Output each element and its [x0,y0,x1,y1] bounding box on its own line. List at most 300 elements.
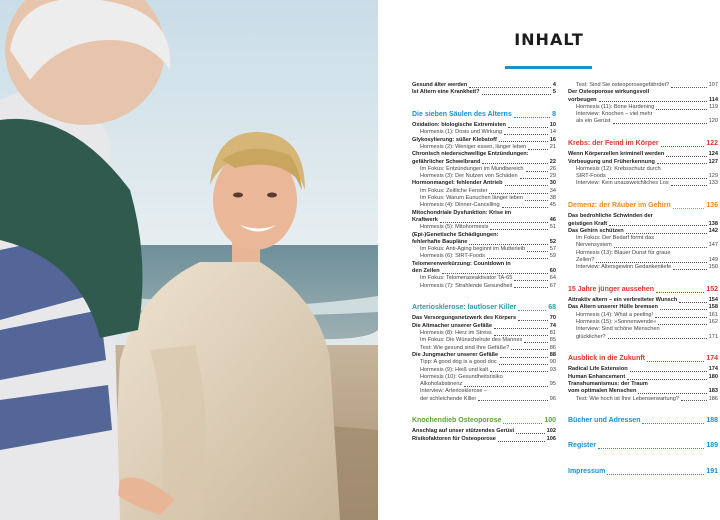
toc-page-number: 136 [706,201,718,209]
toc-dot-leader [487,258,548,259]
toc-entry-title: Hormonmangel: fehlender Antrieb [412,180,503,187]
toc-spacer [568,188,718,194]
toc-entry[interactable] [412,374,556,381]
toc-entry-title: Hormesis (4): Dinner-Cancelling [420,202,500,209]
toc-page-number: 93 [549,366,556,373]
toc-entry-title: Hormesis (11): Bone Hardening [576,103,655,110]
toc-page-number: 133 [708,180,718,187]
toc-page-number: 70 [549,315,556,322]
toc-entry[interactable] [568,312,718,319]
toc-dot-leader [655,317,707,318]
toc-entry[interactable] [412,337,556,344]
toc-dot-leader [520,178,548,179]
toc-entry-title: Radical Life Extension [568,366,628,373]
table-of-contents-page [378,0,720,520]
toc-page-number: 122 [706,139,718,147]
toc-entry[interactable] [412,246,556,253]
toc-entry[interactable] [568,297,718,304]
toc-page-number: 8 [552,110,556,118]
toc-entry[interactable] [412,137,556,144]
toc-dot-leader [490,371,548,372]
toc-entry[interactable] [412,195,556,202]
toc-entry-title: Oxidation: biologische Extremisten [412,122,506,129]
toc-entry-title: als ein Gerüst [576,118,611,125]
toc-spacer [412,290,556,296]
toc-page-number: 152 [706,285,718,293]
toc-dot-leader [514,287,547,288]
toc-page-number: 107 [708,82,718,88]
toc-entry[interactable] [412,381,556,388]
toc-entry-title: Hormesis (5): Mitohormesis [420,224,489,231]
toc-entry[interactable] [568,326,718,333]
toc-dot-leader [482,94,551,95]
toc-entry-title: Im Fokus: Der Bedarf formt das [576,235,655,242]
toc-entry[interactable] [412,367,556,374]
toc-entry[interactable] [412,396,556,403]
toc-page-number: 127 [708,158,718,165]
toc-entry[interactable] [568,228,718,235]
toc-page-number: 191 [706,467,718,475]
toc-entry-title: Kraftwerk [412,216,438,223]
toc-entry[interactable] [412,151,556,158]
toc-entry[interactable] [412,202,556,209]
toc-entry[interactable] [568,334,718,341]
toc-entry-title: Der Osteoporose wirkungsvoll [568,89,650,96]
toc-entry[interactable] [568,242,718,249]
toc-entry[interactable] [568,118,718,125]
toc-page-number: 174 [706,354,718,362]
toc-entry-title: Das Gehirn schützen [568,227,624,234]
toc-dot-leader [500,357,548,358]
toc-dot-leader [525,200,548,201]
toc-chapter[interactable] [568,467,718,477]
toc-entry-title: (Epi-)Genetische Schädigungen: [412,231,499,238]
toc-entry-title: Interview: Sind schöne Menschen [576,326,660,333]
toc-spacer [568,272,718,278]
toc-dot-leader [478,400,547,401]
toc-entry-title: Anschlag auf unser stützendes Gerüst [412,428,515,435]
toc-page-number: 4 [552,82,556,88]
toc-dot-leader [469,87,551,88]
toc-entry-title: Hormesis (6): SIRT-Foods [420,253,485,260]
toc-page-number: 150 [708,264,718,271]
toc-dot-leader [499,364,548,365]
toc-entry-title: Im Fokus: Telomeraseaktivator TA-65 [420,275,513,282]
toc-page-number: 100 [544,416,556,424]
toc-dot-leader [502,207,548,208]
toc-page-number: 16 [549,136,556,143]
toc-entry-title: Hormesis (2): Weniger essen, länger leben [420,143,527,150]
toc-entry-title: Die Altmacher unserer Gefäße [412,322,493,329]
toc-page-number: 162 [708,319,718,326]
toc-entry[interactable] [412,352,556,359]
toc-entry-title: Human Enhancement [568,373,626,380]
toc-page-number: 186 [708,395,718,402]
toc-dot-leader [642,423,704,424]
toc-entry[interactable] [568,264,718,271]
toc-dot-leader [514,117,550,118]
toc-entry[interactable] [412,166,556,173]
toc-dot-leader [524,342,547,343]
toc-dot-leader [503,423,542,424]
toc-entry[interactable] [568,257,718,264]
toc-entry[interactable] [568,304,718,311]
toc-entry-title: Hormesis (14): What a peeling! [576,311,654,318]
toc-entry-title: vom optimalen Menschen [568,388,637,395]
toc-entry[interactable] [412,173,556,180]
toc-dot-leader [464,386,547,387]
toc-page-number: 114 [708,96,718,103]
toc-entry-title: der schleichende Killer [420,395,477,402]
toc-spacer [568,428,718,434]
toc-dot-leader [599,101,707,102]
toc-dot-leader [626,233,707,234]
toc-entry-title: Die Jungmacher unserer Gefäße [412,351,499,358]
toc-page-number: 14 [549,129,556,136]
toc-dot-leader [679,302,706,303]
toc-entry[interactable] [412,436,556,443]
toc-chapter[interactable] [568,441,718,451]
toc-entry[interactable] [568,250,718,257]
toc-entry[interactable] [568,213,718,220]
toc-entry[interactable] [568,104,718,111]
toc-entry-title: Test: Sind Sie osteoporosegefährdet? [576,82,670,88]
toc-entry[interactable] [412,330,556,337]
toc-entry[interactable] [412,129,556,136]
toc-page-number: 102 [546,428,556,435]
toc-entry[interactable] [412,283,556,290]
toc-entry[interactable] [412,122,556,129]
toc-page-number: 154 [708,297,718,304]
toc-page-number: 59 [549,253,556,260]
toc-entry[interactable] [412,261,556,268]
toc-page-number: 21 [549,143,556,150]
toc-dot-leader [527,251,548,252]
toc-page-number: 34 [549,187,556,194]
toc-entry[interactable] [412,388,556,395]
toc-dot-leader [657,163,707,164]
toc-entry[interactable] [412,428,556,435]
toc-entry[interactable] [412,239,556,246]
toc-entry[interactable] [412,345,556,352]
toc-page-number: 52 [549,238,556,245]
toc-entry-title: Tipp: A good dog is a good doc [420,359,497,366]
toc-entry-title: Test: Wie gesund sind Ihre Gefäße? [420,344,510,351]
toc-entry-title: Transhumanismus: der Traum [568,381,648,388]
toc-entry[interactable] [412,315,556,322]
toc-dot-leader [647,361,704,362]
toc-dot-leader [504,134,548,135]
toc-dot-leader [656,292,704,293]
toc-page-number: 120 [708,118,718,125]
toc-dot-leader [482,163,547,164]
toc-entry-title: Hormesis (8): Herz im Stress [420,330,492,337]
toc-entry-title: Krebs: der Feind im Körper [568,139,659,147]
toc-entry-title: geistigen Kraft [568,220,608,227]
toc-entry-title: Im Fokus: Zeitliche Fenster [420,187,488,194]
toc-dot-leader [608,338,707,339]
toc-column-right [568,82,718,479]
toc-page-number: 45 [549,202,556,209]
toc-entry[interactable] [568,366,718,373]
toc-dot-leader [514,280,547,281]
page-title: INHALT [514,30,584,49]
toc-page-number: 142 [708,227,718,234]
toc-entry-title: Wenn Körperzellen kriminell werden [568,151,665,158]
toc-chapter[interactable] [568,285,718,295]
toc-page-number: 64 [549,275,556,282]
toc-page-number: 30 [549,180,556,187]
toc-column-left [412,82,556,443]
toc-entry-title: Interview: Altersgewinn Gedankentiefe [576,264,672,271]
toc-entry-title: Interview: Kein unausweichliches Los [576,180,669,187]
toc-entry[interactable] [412,188,556,195]
toc-entry[interactable] [568,173,718,180]
toc-dot-leader [518,310,546,311]
toc-entry-title: Hormesis (10): Gesundheitsrisiko [420,373,503,380]
toc-entry-title: Im Fokus: Anti-Aging beginnt im Mutterleib [420,246,526,253]
toc-chapter[interactable] [568,139,718,149]
toc-page-number: 81 [549,330,556,337]
toc-chapter[interactable] [568,416,718,426]
toc-entry-title: Das bedrohliche Schwinden der [568,213,653,220]
toc-entry[interactable] [412,180,556,187]
toc-dot-leader [516,433,544,434]
toc-entry-title: Impressum [568,467,606,475]
toc-page-number: 95 [549,381,556,388]
toc-entry[interactable] [568,82,718,89]
toc-entry-title: Gesund älter werden [412,82,468,88]
toc-entry[interactable] [412,323,556,330]
toc-entry-title: Knochendieb Osteoporose [412,416,502,424]
toc-dot-leader [505,185,548,186]
toc-dot-leader [596,262,706,263]
toc-dot-leader [494,335,548,336]
toc-chapter[interactable] [412,303,556,313]
toc-page-number: 88 [549,351,556,358]
toc-entry-title: Nervensystem [576,242,612,249]
toc-dot-leader [666,156,706,157]
toc-entry-title: Im Fokus: Entzündungen im Mundbereich [420,165,524,172]
toc-entry[interactable] [412,224,556,231]
toc-entry-title: Das Versorgungsnetzwerk des Körpers [412,315,517,322]
toc-dot-leader [671,87,706,88]
toc-entry[interactable] [568,319,718,326]
toc-entry[interactable] [568,396,718,403]
toc-dot-leader [614,247,707,248]
toc-dot-leader [469,244,547,245]
toc-entry-title: Arteriosklerose: lautloser Killer [412,303,517,311]
toc-entry-title: vorbeugen [568,96,597,103]
toc-page-number: 188 [706,416,718,424]
toc-page-number: 171 [708,333,718,340]
toc-entry-title: Zellen? [576,257,595,264]
toc-chapter[interactable] [568,354,718,364]
toc-entry-title: Bücher und Adressen [568,416,641,424]
toc-entry-title: Vorbeugung und Früherkennung [568,158,655,165]
toc-dot-leader [673,208,705,209]
toc-page-number: 161 [708,311,718,318]
toc-page-number: 51 [549,224,556,231]
toc-spacer [412,97,556,103]
toc-dot-leader [526,171,548,172]
toc-entry[interactable] [412,275,556,282]
toc-dot-leader [442,273,548,274]
toc-page-number: 57 [549,246,556,253]
toc-page-number: 85 [549,337,556,344]
toc-page-number: 106 [546,435,556,442]
toc-entry-title: Das Altern unserer Hülle bremsen [568,304,658,311]
toc-dot-leader [638,393,706,394]
toc-page-number: 26 [549,165,556,172]
toc-page-number: 147 [708,242,718,249]
toc-chapter[interactable] [568,201,718,211]
toc-dot-leader [660,309,707,310]
toc-entry-title: Ist Altern eine Krankheit? [412,89,480,96]
toc-spacer [568,403,718,409]
toc-page-number: 96 [549,395,556,402]
toc-dot-leader [598,448,704,449]
toc-dot-leader [630,371,707,372]
toc-entry-title: den Zellen [412,268,440,275]
toc-dot-leader [656,109,707,110]
toc-entry-title: Hormesis (15): »Sonnenwende« [576,319,657,326]
toc-page-number: 5 [552,89,556,96]
toc-chapter[interactable] [412,110,556,120]
toc-entry[interactable] [412,89,556,96]
toc-page-number: 74 [549,322,556,329]
toc-dot-leader [489,193,547,194]
toc-dot-leader [490,229,547,230]
toc-dot-leader [508,127,548,128]
toc-entry[interactable] [568,235,718,242]
toc-dot-leader [609,225,706,226]
toc-page-number: 10 [549,122,556,129]
toc-entry[interactable] [568,111,718,118]
toc-page-number: 124 [708,151,718,158]
toc-entry-title: fehlerhafte Baupläne [412,238,468,245]
toc-page-number: 138 [708,220,718,227]
toc-entry-title: Hormesis (7): Strahlende Gesundheit [420,282,513,289]
toc-entry[interactable] [568,151,718,158]
toc-dot-leader [627,379,706,380]
toc-entry[interactable] [412,144,556,151]
toc-page-number: 129 [708,173,718,180]
toc-entry-title: gefährlicher Schwelbrand [412,158,481,165]
toc-entry[interactable] [412,268,556,275]
toc-entry-title: Interview: Knochen – viel mehr [576,111,653,118]
toc-dot-leader [518,320,548,321]
toc-entry[interactable] [412,210,556,217]
toc-dot-leader [671,185,707,186]
toc-entry-title: Demenz: der Räuber im Gehirn [568,201,671,209]
toc-entry[interactable] [568,166,718,173]
toc-page-number: 174 [708,366,718,373]
toc-page-number: 68 [548,303,556,311]
toc-entry[interactable] [412,253,556,260]
toc-page-number: 46 [549,216,556,223]
toc-spacer [568,126,718,132]
toc-page-number: 149 [708,257,718,264]
toc-entry[interactable] [568,97,718,104]
toc-entry-title: SIRT-Foods [576,173,606,180]
toc-page-number: 183 [708,388,718,395]
toc-entry-title: Ausblick in die Zukunft [568,354,646,362]
title-underline [505,66,592,69]
toc-entry[interactable] [412,159,556,166]
toc-entry[interactable] [568,180,718,187]
toc-dot-leader [658,324,706,325]
toc-entry[interactable] [568,159,718,166]
toc-entry-title: Register [568,442,597,450]
toc-entry[interactable] [412,82,556,89]
toc-entry-title: Mitochondriale Dysfunktion: Krise im [412,209,512,216]
toc-dot-leader [494,328,548,329]
toc-page-number: 158 [708,304,718,311]
toc-entry[interactable] [568,381,718,388]
toc-dot-leader [661,146,705,147]
toc-entry-title: Interview: Arteriosklerose – [420,388,488,395]
toc-entry-title: Attraktiv altern – ein verbreiteter Wunsch [568,297,678,304]
toc-spacer [412,403,556,409]
toc-entry-title: Glykosylierung: süßer Klebstoff [412,136,497,143]
toc-entry[interactable] [412,217,556,224]
toc-entry-title: Chronisch niederschwellige Entzündungen: [412,151,529,158]
toc-page-number: 67 [549,282,556,289]
toc-entry-title: Hormesis (3): Der Nutzen von Schäden [420,173,518,180]
toc-page-number: 22 [549,158,556,165]
toc-entry-title: Test: Wie hoch ist Ihre Lebenserwartung? [576,395,679,402]
toc-dot-leader [498,441,545,442]
toc-page-number: 29 [549,173,556,180]
toc-dot-leader [528,149,548,150]
toc-entry-title: Alkoholabstinenz [420,381,463,388]
toc-entry-title: Hormesis (13): Blauer Dunst für graue [576,249,671,256]
toc-dot-leader [440,222,548,223]
toc-dot-leader [607,474,704,475]
toc-entry-title: Im Fokus: Die Wünschelrute des Mannes [420,337,523,344]
toc-entry-title: 15 Jahre jünger aussehen [568,285,654,293]
toc-dot-leader [673,269,707,270]
toc-entry[interactable] [568,388,718,395]
toc-dot-leader [613,123,707,124]
toc-page-number: 38 [549,195,556,202]
toc-page-number: 119 [709,103,718,110]
toc-entry-title: Hormesis (12): Krebsschutz durch [576,165,661,172]
toc-entry[interactable] [568,374,718,381]
toc-entry-title: glücklicher? [576,333,606,340]
toc-dot-leader [681,400,707,401]
toc-entry-title: Hormesis (1): Dosis und Wirkung [420,129,503,136]
toc-spacer [568,341,718,347]
toc-page-number: 60 [549,268,556,275]
toc-entry-title: Die sieben Säulen des Alterns [412,110,512,118]
toc-page-number: 86 [549,344,556,351]
toc-entry[interactable] [568,89,718,96]
toc-dot-leader [499,141,548,142]
toc-page-number: 189 [706,442,718,450]
toc-entry-title: Risikofaktoren für Osteoporose [412,435,496,442]
toc-spacer [568,454,718,460]
toc-entry[interactable] [412,232,556,239]
toc-chapter[interactable] [412,416,556,426]
toc-entry[interactable] [412,359,556,366]
toc-entry-title: Telomerenverkürzung: Countdown in [412,260,511,267]
toc-entry[interactable] [568,221,718,228]
toc-page-number: 180 [708,373,718,380]
toc-page-number: 90 [549,359,556,366]
toc-dot-leader [608,178,707,179]
